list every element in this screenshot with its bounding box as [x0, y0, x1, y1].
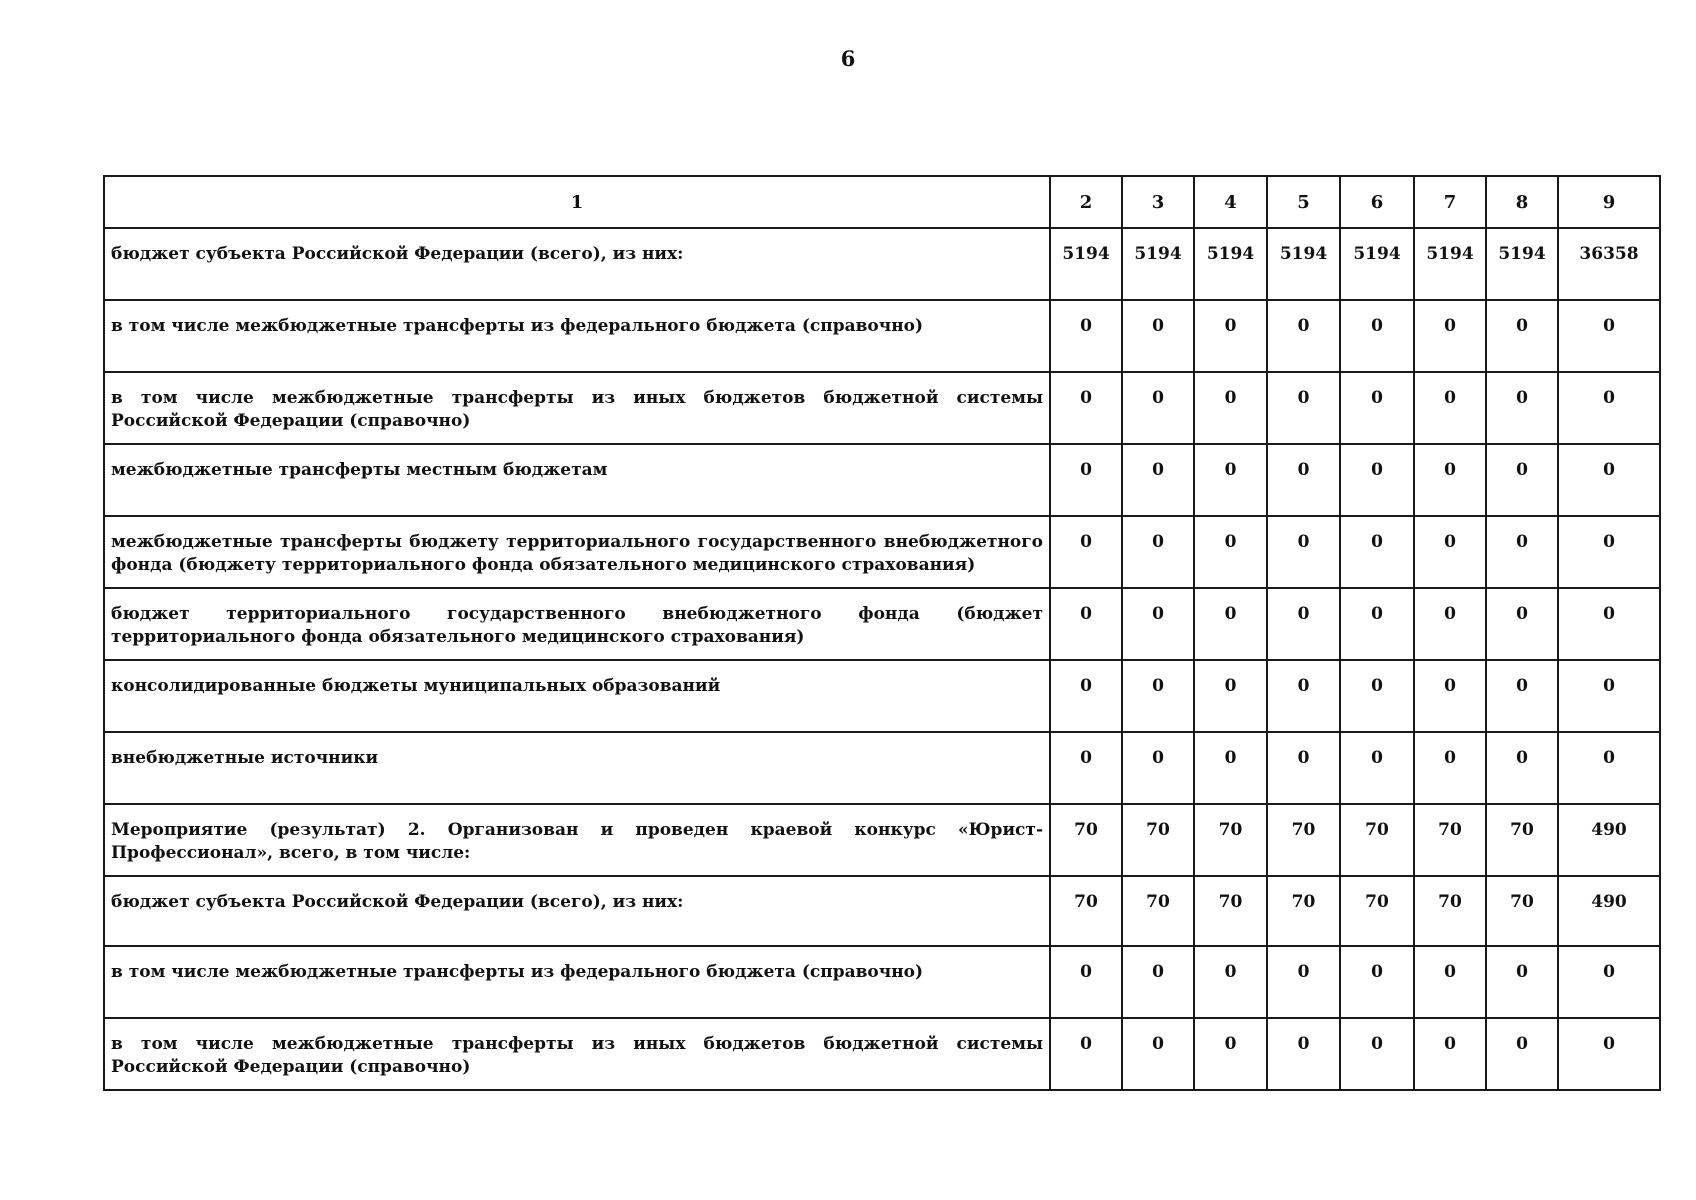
- row-label: в том числе межбюджетные трансферты из федерального бюджета (справочно): [104, 300, 1050, 372]
- value-cell: 0: [1414, 660, 1486, 732]
- value-cell: 0: [1194, 732, 1267, 804]
- value-cell: 70: [1194, 804, 1267, 876]
- value-cell: 0: [1558, 946, 1660, 1018]
- value-cell: 0: [1122, 660, 1194, 732]
- row-label: межбюджетные трансферты местным бюджетам: [104, 444, 1050, 516]
- value-cell: 0: [1558, 516, 1660, 588]
- column-header: 8: [1486, 176, 1558, 228]
- value-cell: 0: [1050, 588, 1122, 660]
- budget-table: [103, 175, 1661, 1091]
- value-cell: 5194: [1122, 228, 1194, 300]
- value-cell: 0: [1194, 300, 1267, 372]
- value-cell: 0: [1122, 444, 1194, 516]
- value-cell: 0: [1340, 300, 1414, 372]
- value-cell: 0: [1194, 660, 1267, 732]
- table-row: [104, 946, 1660, 1018]
- table-row: [104, 588, 1660, 660]
- value-cell: 0: [1486, 444, 1558, 516]
- value-cell: 0: [1558, 300, 1660, 372]
- row-label: межбюджетные трансферты бюджету территориального государственного внебюджетного фонда (бюджету территориального фонда обязательного медицинского страхования): [104, 516, 1050, 588]
- column-header: 6: [1340, 176, 1414, 228]
- row-label: консолидированные бюджеты муниципальных образований: [104, 660, 1050, 732]
- value-cell: 0: [1194, 516, 1267, 588]
- value-cell: 0: [1414, 516, 1486, 588]
- value-cell: 0: [1050, 732, 1122, 804]
- table-row: [104, 228, 1660, 300]
- table-row: [104, 876, 1660, 946]
- value-cell: 0: [1122, 946, 1194, 1018]
- value-cell: 0: [1486, 1018, 1558, 1090]
- row-label: в том числе межбюджетные трансферты из федерального бюджета (справочно): [104, 946, 1050, 1018]
- value-cell: 0: [1414, 588, 1486, 660]
- value-cell: 0: [1122, 300, 1194, 372]
- row-label: в том числе межбюджетные трансферты из иных бюджетов бюджетной системы Российской Федерации (справочно): [104, 372, 1050, 444]
- value-cell: 0: [1050, 516, 1122, 588]
- table-row: [104, 516, 1660, 588]
- value-cell: 0: [1122, 732, 1194, 804]
- value-cell: 0: [1486, 946, 1558, 1018]
- value-cell: 0: [1267, 372, 1340, 444]
- value-cell: 0: [1414, 946, 1486, 1018]
- value-cell: 70: [1194, 876, 1267, 946]
- value-cell: 0: [1558, 372, 1660, 444]
- value-cell: 70: [1050, 804, 1122, 876]
- value-cell: 0: [1050, 1018, 1122, 1090]
- value-cell: 70: [1267, 876, 1340, 946]
- value-cell: 0: [1340, 946, 1414, 1018]
- table-row: [104, 804, 1660, 876]
- value-cell: 0: [1194, 946, 1267, 1018]
- table-row: [104, 660, 1660, 732]
- table-row: [104, 1018, 1660, 1090]
- value-cell: 0: [1414, 444, 1486, 516]
- value-cell: 70: [1340, 876, 1414, 946]
- value-cell: 0: [1194, 372, 1267, 444]
- column-header: 9: [1558, 176, 1660, 228]
- value-cell: 5194: [1050, 228, 1122, 300]
- value-cell: 5194: [1340, 228, 1414, 300]
- value-cell: 0: [1414, 732, 1486, 804]
- table-row: [104, 444, 1660, 516]
- value-cell: 0: [1267, 660, 1340, 732]
- value-cell: 0: [1267, 946, 1340, 1018]
- value-cell: 0: [1486, 516, 1558, 588]
- column-header: 4: [1194, 176, 1267, 228]
- value-cell: 0: [1558, 588, 1660, 660]
- value-cell: 0: [1122, 1018, 1194, 1090]
- value-cell: 70: [1122, 804, 1194, 876]
- column-header: 2: [1050, 176, 1122, 228]
- value-cell: 0: [1558, 1018, 1660, 1090]
- value-cell: 0: [1050, 300, 1122, 372]
- value-cell: 0: [1267, 588, 1340, 660]
- value-cell: 0: [1122, 372, 1194, 444]
- table-header-row: [104, 176, 1660, 228]
- value-cell: 70: [1267, 804, 1340, 876]
- value-cell: 0: [1194, 588, 1267, 660]
- value-cell: 0: [1340, 372, 1414, 444]
- column-header: 5: [1267, 176, 1340, 228]
- value-cell: 0: [1194, 444, 1267, 516]
- value-cell: 0: [1340, 444, 1414, 516]
- value-cell: 0: [1558, 660, 1660, 732]
- value-cell: 0: [1050, 444, 1122, 516]
- value-cell: 36358: [1558, 228, 1660, 300]
- value-cell: 5194: [1267, 228, 1340, 300]
- table-body: [104, 176, 1660, 1090]
- value-cell: 0: [1340, 660, 1414, 732]
- page-number: 6: [840, 46, 856, 71]
- value-cell: 0: [1267, 300, 1340, 372]
- value-cell: 0: [1122, 516, 1194, 588]
- value-cell: 0: [1486, 732, 1558, 804]
- row-label: бюджет субъекта Российской Федерации (всего), из них:: [104, 876, 1050, 946]
- column-header: 3: [1122, 176, 1194, 228]
- table-row: [104, 372, 1660, 444]
- value-cell: 5194: [1414, 228, 1486, 300]
- value-cell: 0: [1267, 1018, 1340, 1090]
- value-cell: 70: [1486, 876, 1558, 946]
- value-cell: 0: [1267, 732, 1340, 804]
- value-cell: 0: [1414, 300, 1486, 372]
- value-cell: 0: [1486, 300, 1558, 372]
- value-cell: 0: [1414, 1018, 1486, 1090]
- value-cell: 0: [1122, 588, 1194, 660]
- value-cell: 70: [1050, 876, 1122, 946]
- value-cell: 0: [1414, 372, 1486, 444]
- row-label: внебюджетные источники: [104, 732, 1050, 804]
- value-cell: 0: [1558, 732, 1660, 804]
- value-cell: 490: [1558, 804, 1660, 876]
- value-cell: 0: [1267, 444, 1340, 516]
- value-cell: 0: [1558, 444, 1660, 516]
- row-label: Мероприятие (результат) 2. Организован и проведен краевой конкурс «Юрист-Профессионал», всего, в том числе:: [104, 804, 1050, 876]
- value-cell: 0: [1050, 946, 1122, 1018]
- value-cell: 0: [1267, 516, 1340, 588]
- column-header: 7: [1414, 176, 1486, 228]
- value-cell: 5194: [1194, 228, 1267, 300]
- row-label: бюджет субъекта Российской Федерации (всего), из них:: [104, 228, 1050, 300]
- value-cell: 0: [1340, 732, 1414, 804]
- column-header: 1: [104, 176, 1050, 228]
- value-cell: 0: [1340, 588, 1414, 660]
- value-cell: 0: [1194, 1018, 1267, 1090]
- value-cell: 0: [1486, 588, 1558, 660]
- value-cell: 0: [1340, 516, 1414, 588]
- value-cell: 70: [1122, 876, 1194, 946]
- value-cell: 0: [1486, 660, 1558, 732]
- row-label: бюджет территориального государственного внебюджетного фонда (бюджет территориального фонда обязательного медицинского страхования): [104, 588, 1050, 660]
- row-label: в том числе межбюджетные трансферты из иных бюджетов бюджетной системы Российской Федерации (справочно): [104, 1018, 1050, 1090]
- value-cell: 5194: [1486, 228, 1558, 300]
- value-cell: 0: [1340, 1018, 1414, 1090]
- value-cell: 70: [1414, 804, 1486, 876]
- table-row: [104, 732, 1660, 804]
- value-cell: 0: [1050, 372, 1122, 444]
- value-cell: 70: [1340, 804, 1414, 876]
- value-cell: 0: [1486, 372, 1558, 444]
- value-cell: 0: [1050, 660, 1122, 732]
- value-cell: 490: [1558, 876, 1660, 946]
- value-cell: 70: [1414, 876, 1486, 946]
- value-cell: 70: [1486, 804, 1558, 876]
- table-row: [104, 300, 1660, 372]
